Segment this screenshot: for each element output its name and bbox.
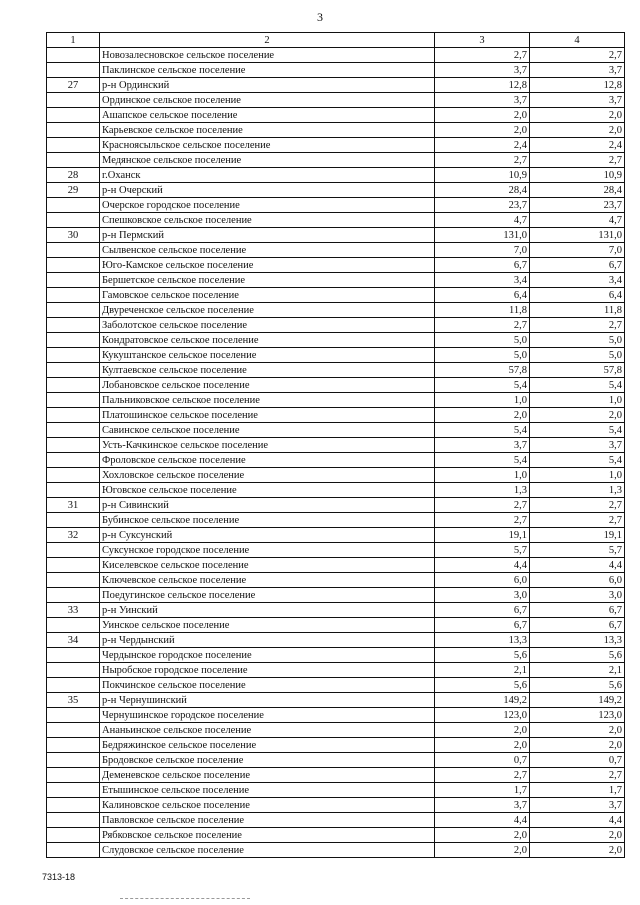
municipality-name: Платошинское сельское поселение [100,408,435,423]
value-col4: 11,8 [530,303,625,318]
table-row [47,558,625,573]
value-col4: 2,4 [530,138,625,153]
row-number [47,453,100,468]
value-col4: 6,7 [530,603,625,618]
municipality-name: Калиновское сельское поселение [100,798,435,813]
value-col4: 4,4 [530,813,625,828]
table-row [47,678,625,693]
row-number [47,393,100,408]
municipality-name: р-н Суксунский [100,528,435,543]
row-number [47,558,100,573]
table-row [47,123,625,138]
value-col3: 6,7 [435,258,530,273]
municipality-name: р-н Ординский [100,78,435,93]
row-number [47,423,100,438]
value-col4: 12,8 [530,78,625,93]
row-number [47,708,100,723]
table-row [47,78,625,93]
row-number: 29 [47,183,100,198]
row-number [47,843,100,858]
table-row [47,363,625,378]
value-col4: 19,1 [530,528,625,543]
row-number [47,648,100,663]
row-number [47,333,100,348]
table-row [47,498,625,513]
row-number [47,468,100,483]
row-number [47,213,100,228]
row-number: 35 [47,693,100,708]
value-col4: 131,0 [530,228,625,243]
row-number [47,438,100,453]
value-col3: 12,8 [435,78,530,93]
table-row [47,813,625,828]
municipality-name: Рябковское сельское поселение [100,828,435,843]
row-number [47,798,100,813]
table-row [47,63,625,78]
municipality-name: р-н Очерский [100,183,435,198]
municipality-name: Киселевское сельское поселение [100,558,435,573]
value-col4: 2,7 [530,498,625,513]
value-col4: 2,0 [530,843,625,858]
value-col4: 13,3 [530,633,625,648]
row-number [47,588,100,603]
value-col3: 4,7 [435,213,530,228]
municipality-name: Покчинское сельское поселение [100,678,435,693]
value-col4: 6,4 [530,288,625,303]
value-col4: 6,7 [530,618,625,633]
table-row [47,288,625,303]
value-col3: 1,7 [435,783,530,798]
row-number [47,678,100,693]
table-row [47,348,625,363]
value-col4: 4,4 [530,558,625,573]
municipality-name: г.Оханск [100,168,435,183]
value-col3: 2,0 [435,738,530,753]
municipality-name: Бродовское сельское поселение [100,753,435,768]
value-col3: 2,0 [435,723,530,738]
table-row [47,438,625,453]
row-number [47,63,100,78]
value-col4: 5,4 [530,423,625,438]
value-col3: 1,0 [435,393,530,408]
row-number [47,738,100,753]
table-row [47,513,625,528]
header-cell-1: 1 [47,33,100,48]
value-col3: 1,3 [435,483,530,498]
value-col3: 149,2 [435,693,530,708]
value-col3: 19,1 [435,528,530,543]
value-col4: 5,4 [530,378,625,393]
municipality-name: Паклинское сельское поселение [100,63,435,78]
municipality-name: Очерское городское поселение [100,198,435,213]
header-cell-3: 3 [435,33,530,48]
table-row [47,738,625,753]
table-row [47,753,625,768]
value-col3: 6,7 [435,603,530,618]
row-number [47,753,100,768]
value-col3: 5,6 [435,648,530,663]
row-number [47,108,100,123]
table-row [47,453,625,468]
value-col3: 6,4 [435,288,530,303]
municipality-name: Павловское сельское поселение [100,813,435,828]
table-row [47,393,625,408]
value-col4: 4,7 [530,213,625,228]
value-col4: 1,3 [530,483,625,498]
municipality-name: Деменевское сельское поселение [100,768,435,783]
municipality-name: Новозалесновское сельское поселение [100,48,435,63]
value-col3: 11,8 [435,303,530,318]
value-col3: 5,6 [435,678,530,693]
row-number [47,483,100,498]
page-number: 3 [317,10,323,24]
header-cell-4: 4 [530,33,625,48]
value-col4: 2,0 [530,738,625,753]
municipality-name: Суксунское городское поселение [100,543,435,558]
municipality-name: р-н Чернушинский [100,693,435,708]
table-row [47,648,625,663]
table-row [47,228,625,243]
row-number [47,363,100,378]
table-row [47,168,625,183]
row-number [47,243,100,258]
municipality-name: Бубинское сельское поселение [100,513,435,528]
table-row [47,108,625,123]
value-col3: 2,0 [435,123,530,138]
row-number [47,48,100,63]
row-number [47,723,100,738]
row-number: 32 [47,528,100,543]
value-col3: 1,0 [435,468,530,483]
municipality-name: Двуреченское сельское поселение [100,303,435,318]
value-col4: 28,4 [530,183,625,198]
value-col3: 2,0 [435,108,530,123]
value-col4: 3,7 [530,93,625,108]
value-col4: 2,0 [530,108,625,123]
table-row [47,693,625,708]
row-number [47,513,100,528]
value-col4: 123,0 [530,708,625,723]
municipality-name: Гамовское сельское поселение [100,288,435,303]
municipality-name: Спешковское сельское поселение [100,213,435,228]
value-col3: 3,7 [435,798,530,813]
value-col3: 0,7 [435,753,530,768]
value-col3: 6,0 [435,573,530,588]
value-col3: 2,0 [435,828,530,843]
table-row [47,798,625,813]
municipality-name: р-н Сивинский [100,498,435,513]
row-number: 34 [47,633,100,648]
municipality-name: Савинское сельское поселение [100,423,435,438]
row-number [47,258,100,273]
value-col4: 3,7 [530,63,625,78]
municipality-name: Ординское сельское поселение [100,93,435,108]
table-row [47,528,625,543]
table-row [47,573,625,588]
value-col3: 2,7 [435,768,530,783]
municipality-name: Поедугинское сельское поселение [100,588,435,603]
municipality-name: р-н Уинский [100,603,435,618]
municipality-name: Култаевское сельское поселение [100,363,435,378]
row-number [47,618,100,633]
value-col4: 7,0 [530,243,625,258]
value-col3: 2,0 [435,408,530,423]
table-row [47,198,625,213]
municipality-name: р-н Чердынский [100,633,435,648]
municipality-name: Бершетское сельское поселение [100,273,435,288]
row-number [47,828,100,843]
table-row [47,333,625,348]
value-col4: 149,2 [530,693,625,708]
value-col4: 3,7 [530,798,625,813]
value-col4: 2,1 [530,663,625,678]
value-col4: 10,9 [530,168,625,183]
document-code: 7313-18 [42,872,76,882]
row-number [47,318,100,333]
row-number [47,783,100,798]
value-col3: 4,4 [435,813,530,828]
row-number [47,573,100,588]
table-row [47,828,625,843]
table-row [47,153,625,168]
value-col4: 5,6 [530,678,625,693]
value-col3: 7,0 [435,243,530,258]
value-col4: 2,7 [530,48,625,63]
table-row [47,708,625,723]
table-row [47,543,625,558]
row-number: 31 [47,498,100,513]
municipality-name: Бедряжинское сельское поселение [100,738,435,753]
table-row [47,138,625,153]
value-col4: 5,4 [530,453,625,468]
value-col4: 6,0 [530,573,625,588]
municipality-name: Чернушинское городское поселение [100,708,435,723]
value-col4: 5,6 [530,648,625,663]
municipality-name: Лобановское сельское поселение [100,378,435,393]
table-row [47,723,625,738]
row-number [47,768,100,783]
value-col3: 3,4 [435,273,530,288]
table-row [47,468,625,483]
municipality-name: Ключевское сельское поселение [100,573,435,588]
value-col3: 2,0 [435,843,530,858]
table-row [47,663,625,678]
table-row [47,48,625,63]
table-row [47,423,625,438]
row-number: 28 [47,168,100,183]
value-col3: 5,4 [435,423,530,438]
table-row [47,378,625,393]
row-number [47,93,100,108]
row-number [47,288,100,303]
row-number [47,123,100,138]
municipality-name: р-н Пермский [100,228,435,243]
value-col4: 0,7 [530,753,625,768]
table-row [47,408,625,423]
value-col4: 3,4 [530,273,625,288]
value-col3: 2,4 [435,138,530,153]
value-col3: 131,0 [435,228,530,243]
row-number [47,813,100,828]
municipality-name: Юговское сельское поселение [100,483,435,498]
value-col3: 5,0 [435,333,530,348]
table-row [47,618,625,633]
value-col4: 2,7 [530,513,625,528]
row-number: 30 [47,228,100,243]
value-col4: 2,7 [530,768,625,783]
value-col3: 6,7 [435,618,530,633]
municipality-name: Сылвенское сельское поселение [100,243,435,258]
value-col3: 5,0 [435,348,530,363]
row-number: 27 [47,78,100,93]
value-col3: 23,7 [435,198,530,213]
municipality-name: Кукуштанское сельское поселение [100,348,435,363]
value-col3: 5,7 [435,543,530,558]
table-row [47,843,625,858]
municipality-name: Пальниковское сельское поселение [100,393,435,408]
budget-table [46,32,625,858]
value-col4: 1,7 [530,783,625,798]
row-number [47,348,100,363]
municipality-name: Фроловское сельское поселение [100,453,435,468]
value-col3: 2,7 [435,498,530,513]
value-col3: 2,7 [435,513,530,528]
table-row [47,258,625,273]
value-col3: 123,0 [435,708,530,723]
value-col4: 2,0 [530,123,625,138]
value-col4: 3,0 [530,588,625,603]
municipality-name: Ашапское сельское поселение [100,108,435,123]
value-col4: 2,7 [530,153,625,168]
value-col4: 1,0 [530,468,625,483]
table-row [47,603,625,618]
scan-edge-mark [120,898,250,901]
value-col4: 2,0 [530,408,625,423]
row-number [47,663,100,678]
municipality-name: Слудовское сельское поселение [100,843,435,858]
value-col3: 2,7 [435,48,530,63]
value-col3: 3,0 [435,588,530,603]
value-col3: 2,7 [435,153,530,168]
row-number [47,273,100,288]
value-col3: 10,9 [435,168,530,183]
row-number [47,543,100,558]
municipality-name: Карьевское сельское поселение [100,123,435,138]
value-col3: 2,7 [435,318,530,333]
value-col3: 3,7 [435,438,530,453]
value-col4: 1,0 [530,393,625,408]
table-row [47,483,625,498]
value-col4: 5,0 [530,333,625,348]
municipality-name: Усть-Качкинское сельское поселение [100,438,435,453]
table-body [47,33,625,858]
value-col3: 3,7 [435,63,530,78]
table-row [47,243,625,258]
value-col3: 5,4 [435,453,530,468]
table-row [47,783,625,798]
municipality-name: Чердынское городское поселение [100,648,435,663]
row-number [47,138,100,153]
table-row [47,588,625,603]
value-col3: 57,8 [435,363,530,378]
table-header-row [47,33,625,48]
value-col3: 5,4 [435,378,530,393]
value-col4: 57,8 [530,363,625,378]
municipality-name: Юго-Камское сельское поселение [100,258,435,273]
municipality-name: Медянское сельское поселение [100,153,435,168]
value-col3: 3,7 [435,93,530,108]
row-number [47,378,100,393]
municipality-name: Уинское сельское поселение [100,618,435,633]
table-row [47,183,625,198]
table-row [47,318,625,333]
table-row [47,213,625,228]
value-col3: 13,3 [435,633,530,648]
table-row [47,303,625,318]
municipality-name: Кондратовское сельское поселение [100,333,435,348]
value-col4: 2,0 [530,828,625,843]
value-col4: 5,0 [530,348,625,363]
value-col3: 4,4 [435,558,530,573]
municipality-name: Етышинское сельское поселение [100,783,435,798]
value-col4: 5,7 [530,543,625,558]
row-number [47,408,100,423]
value-col3: 28,4 [435,183,530,198]
municipality-name: Заболотское сельское поселение [100,318,435,333]
header-cell-2: 2 [100,33,435,48]
municipality-name: Ананьинское сельское поселение [100,723,435,738]
municipality-name: Хохловское сельское поселение [100,468,435,483]
municipality-name: Красноясыльское сельское поселение [100,138,435,153]
row-number [47,198,100,213]
value-col3: 2,1 [435,663,530,678]
table-row [47,93,625,108]
value-col4: 2,7 [530,318,625,333]
row-number [47,153,100,168]
value-col4: 6,7 [530,258,625,273]
value-col4: 2,0 [530,723,625,738]
table-row [47,768,625,783]
value-col4: 23,7 [530,198,625,213]
municipality-name: Ныробское городское поселение [100,663,435,678]
row-number: 33 [47,603,100,618]
table-row [47,273,625,288]
value-col4: 3,7 [530,438,625,453]
row-number [47,303,100,318]
table-row [47,633,625,648]
